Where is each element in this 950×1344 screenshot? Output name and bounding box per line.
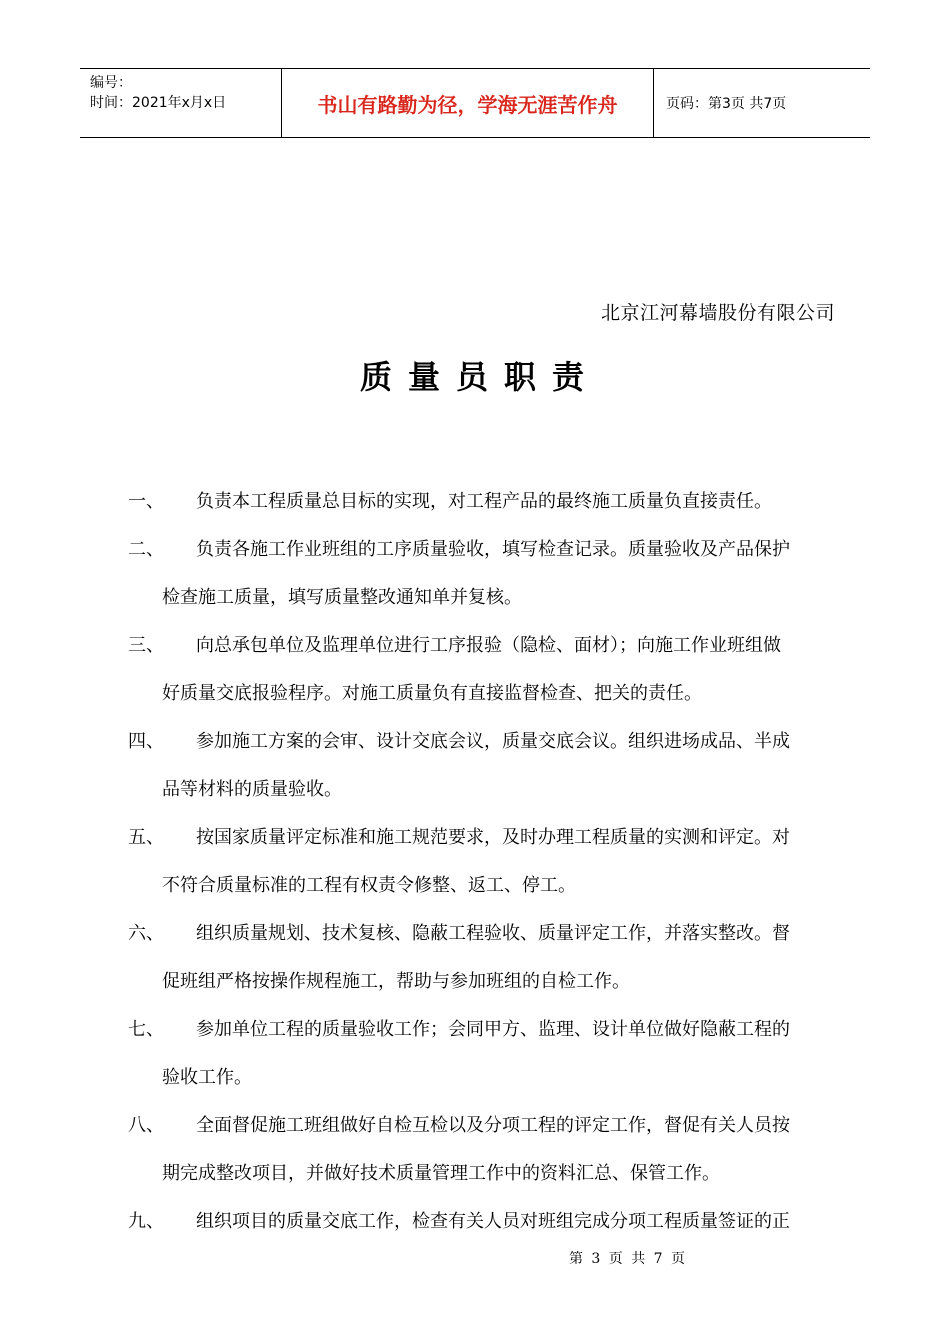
time-label: 时间：2021年x月x日 <box>90 95 227 111</box>
list-item <box>128 526 838 622</box>
item-number: 四、 <box>128 731 164 752</box>
page-header <box>80 68 870 138</box>
header-info-cell <box>80 69 282 137</box>
item-text: 按国家质量评定标准和施工规范要求，及时办理工程质量的实测和评定。对 <box>196 827 790 848</box>
list-item <box>128 814 838 910</box>
item-number: 八、 <box>128 1115 164 1136</box>
list-item <box>128 1198 838 1246</box>
list-item <box>128 1006 838 1102</box>
list-item <box>128 622 838 718</box>
item-number: 五、 <box>128 827 164 848</box>
document-title: 质量员职责 <box>359 358 600 396</box>
item-number: 九、 <box>128 1211 164 1232</box>
item-text-continued: 不符合质量标准的工程有权责令修整、返工、停工。 <box>162 875 576 896</box>
item-number: 七、 <box>128 1019 164 1040</box>
item-text: 负责各施工作业班组的工序质量验收，填写检查记录。质量验收及产品保护 <box>196 539 790 560</box>
item-number: 一、 <box>128 491 164 512</box>
item-text: 组织质量规划、技术复核、隐蔽工程验收、质量评定工作，并落实整改。督 <box>196 923 790 944</box>
list-item <box>128 478 838 526</box>
item-text-continued: 促班组严格按操作规程施工，帮助与参加班组的自检工作。 <box>162 971 630 992</box>
item-text: 全面督促施工班组做好自检互检以及分项工程的评定工作，督促有关人员按 <box>196 1115 790 1136</box>
item-number: 六、 <box>128 923 164 944</box>
item-text-continued: 好质量交底报验程序。对施工质量负有直接监督检查、把关的责任。 <box>162 683 702 704</box>
item-text: 负责本工程质量总目标的实现，对工程产品的最终施工质量负直接责任。 <box>196 491 772 512</box>
item-text: 参加施工方案的会审、设计交底会议，质量交底会议。组织进场成品、半成 <box>196 731 790 752</box>
duty-list <box>128 478 838 1246</box>
item-text-continued: 验收工作。 <box>162 1067 252 1088</box>
item-number: 二、 <box>128 539 164 560</box>
item-text: 向总承包单位及监理单位进行工序报验（隐检、面材）；向施工作业班组做 <box>196 635 781 656</box>
list-item <box>128 1102 838 1198</box>
page-info: 页码：第3页 共7页 <box>666 96 787 112</box>
number-label: 编号： <box>90 75 132 91</box>
item-text-continued: 检查施工质量，填写质量整改通知单并复核。 <box>162 587 522 608</box>
item-text-continued: 期完成整改项目，并做好技术质量管理工作中的资料汇总、保管工作。 <box>162 1163 720 1184</box>
item-text: 参加单位工程的质量验收工作；会同甲方、监理、设计单位做好隐蔽工程的 <box>196 1019 790 1040</box>
slogan: 书山有路勤为径，学海无涯苦作舟 <box>282 69 654 137</box>
list-item <box>128 910 838 1006</box>
item-text: 组织项目的质量交底工作，检查有关人员对班组完成分项工程质量签证的正 <box>196 1211 790 1232</box>
item-number: 三、 <box>128 635 164 656</box>
page-footer: 第 3 页 共 7 页 <box>568 1251 688 1267</box>
item-text-continued: 品等材料的质量验收。 <box>162 779 342 800</box>
list-item <box>128 718 838 814</box>
company-name: 北京江河幕墙股份有限公司 <box>600 302 835 324</box>
